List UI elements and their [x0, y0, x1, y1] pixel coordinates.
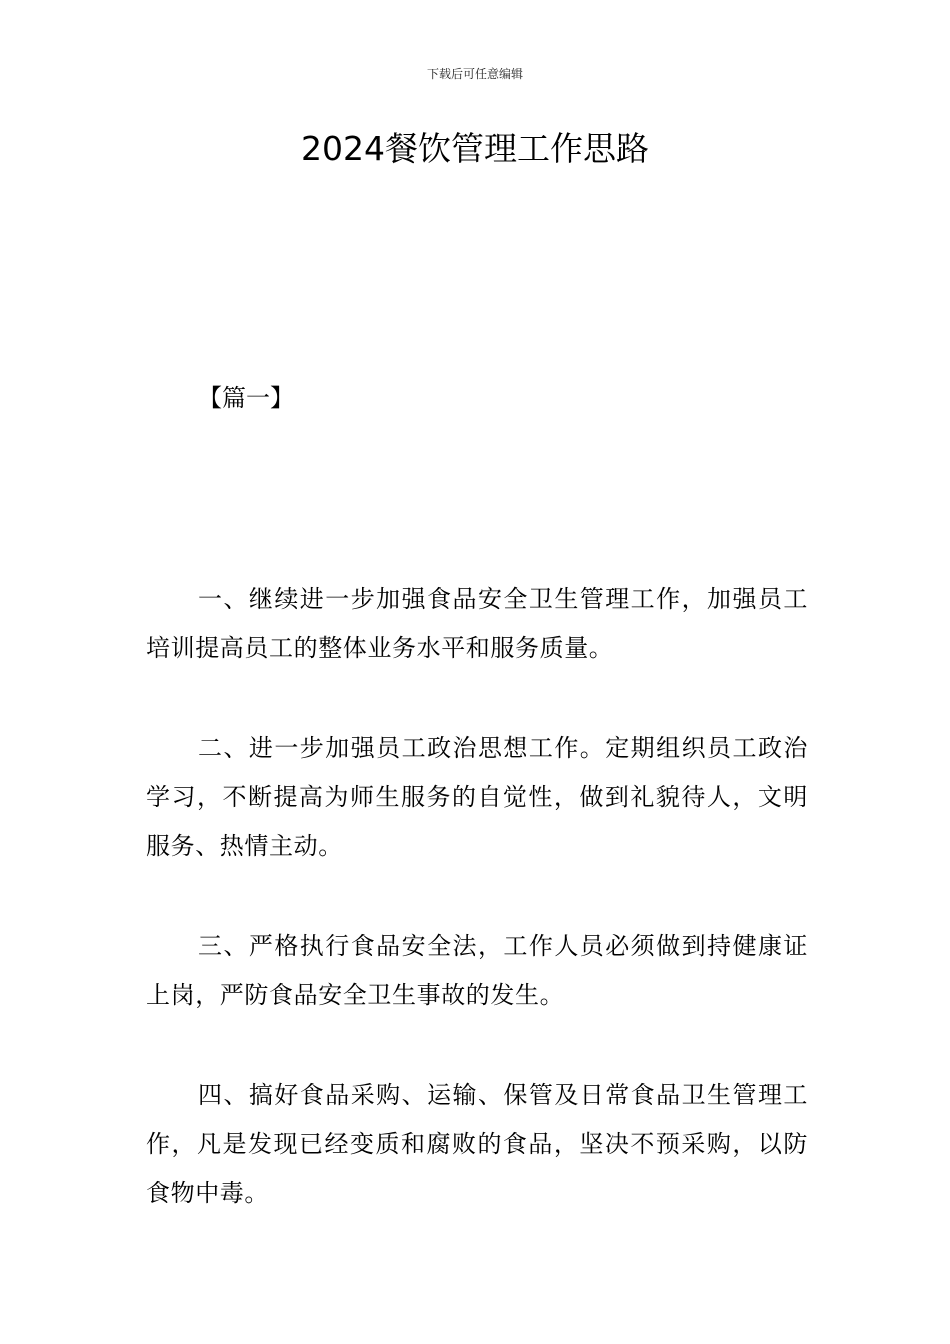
document-title: 2024餐饮管理工作思路: [301, 129, 649, 168]
paragraph-4: 四、搞好食品采购、运输、保管及日常食品卫生管理工作，凡是发现已经变质和腐败的食品，坚决不预采购，以防食物中毒。: [146, 1081, 808, 1207]
header-note: 下载后可任意编辑: [426, 67, 523, 81]
section-label: 【篇一】: [198, 384, 294, 412]
paragraph-3: 三、严格执行食品安全法，工作人员必须做到持健康证上岗，严防食品安全卫生事故的发生。: [146, 932, 808, 1009]
paragraph-1: 一、继续进一步加强食品安全卫生管理工作，加强员工培训提高员工的整体业务水平和服务质量。: [146, 585, 808, 662]
paragraph-2: 二、进一步加强员工政治思想工作。定期组织员工政治学习，不断提高为师生服务的自觉性，做到礼貌待人，文明服务、热情主动。: [146, 734, 808, 860]
